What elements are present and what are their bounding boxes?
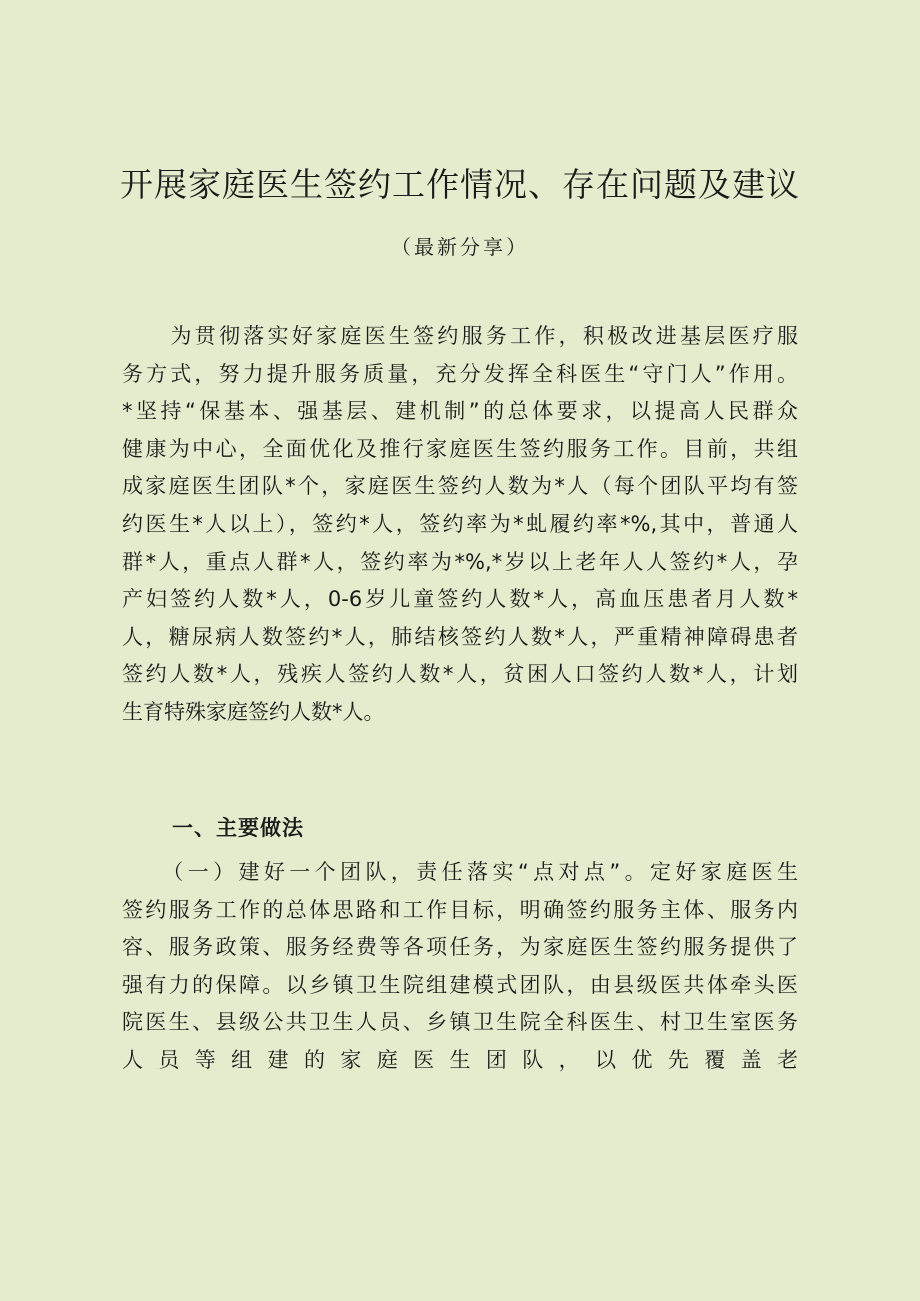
- paragraph-line: 容、服务政策、服务经费等各项任务，为家庭医生签约服务提供了: [122, 935, 798, 960]
- paragraph-line: 人员等组建的家庭医生团队，以优先覆盖老: [122, 1047, 798, 1072]
- paragraph-line: 健康为中心，全面优化及推行家庭医生签约服务工作。目前，共组: [122, 436, 798, 461]
- paragraph-line: （一）建好一个团队，责任落实“点对点”。定好家庭医生: [122, 860, 798, 884]
- paragraph-line: *坚持“保基本、强基层、建机制”的总体要求，以提高人民群众: [122, 399, 798, 424]
- paragraph-line: 为贯彻落实好家庭医生签约服务工作，积极改进基层医疗服: [122, 324, 798, 348]
- paragraph-line: 约医生*人以上），签约*人，签约率为*虬履约率*%,其中，普通人: [122, 511, 798, 536]
- section-heading: 一、主要做法: [172, 816, 304, 840]
- document-title: 开展家庭医生签约工作情况、存在问题及建议: [120, 165, 800, 204]
- section-paragraph: [122, 854, 798, 1080]
- paragraph-line: 院医生、县级公共卫生人员、乡镇卫生院全科医生、村卫生室医务: [122, 1010, 798, 1035]
- paragraph-line: 生育特殊家庭签约人数*人。: [122, 699, 385, 724]
- paragraph-line: 人，糖尿病人数签约*人，肺结核签约人数*人，严重精神障碍患者: [122, 624, 798, 649]
- paragraph-line: 产妇签约人数*人，0-6岁儿童签约人数*人，高血压患者月人数*: [122, 587, 798, 612]
- paragraph-line: 强有力的保障。以乡镇卫生院组建模式团队，由县级医共体牵头医: [122, 972, 798, 997]
- document-subtitle: （最新分享）: [391, 235, 529, 259]
- paragraph-line: 成家庭医生团队*个，家庭医生签约人数为*人（每个团队平均有签: [122, 474, 798, 499]
- paragraph-line: 群*人，重点人群*人，签约率为*%,*岁以上老年人人签约*人，孕: [122, 549, 798, 574]
- paragraph-line: 签约人数*人，残疾人签约人数*人，贫困人口签约人数*人，计划: [122, 662, 798, 687]
- intro-paragraph: [122, 318, 798, 732]
- paragraph-line: 签约服务工作的总体思路和工作目标，明确签约服务主体、服务内: [122, 897, 798, 922]
- paragraph-line: 务方式，努力提升服务质量，充分发挥全科医生“守门人”作用。: [122, 361, 798, 386]
